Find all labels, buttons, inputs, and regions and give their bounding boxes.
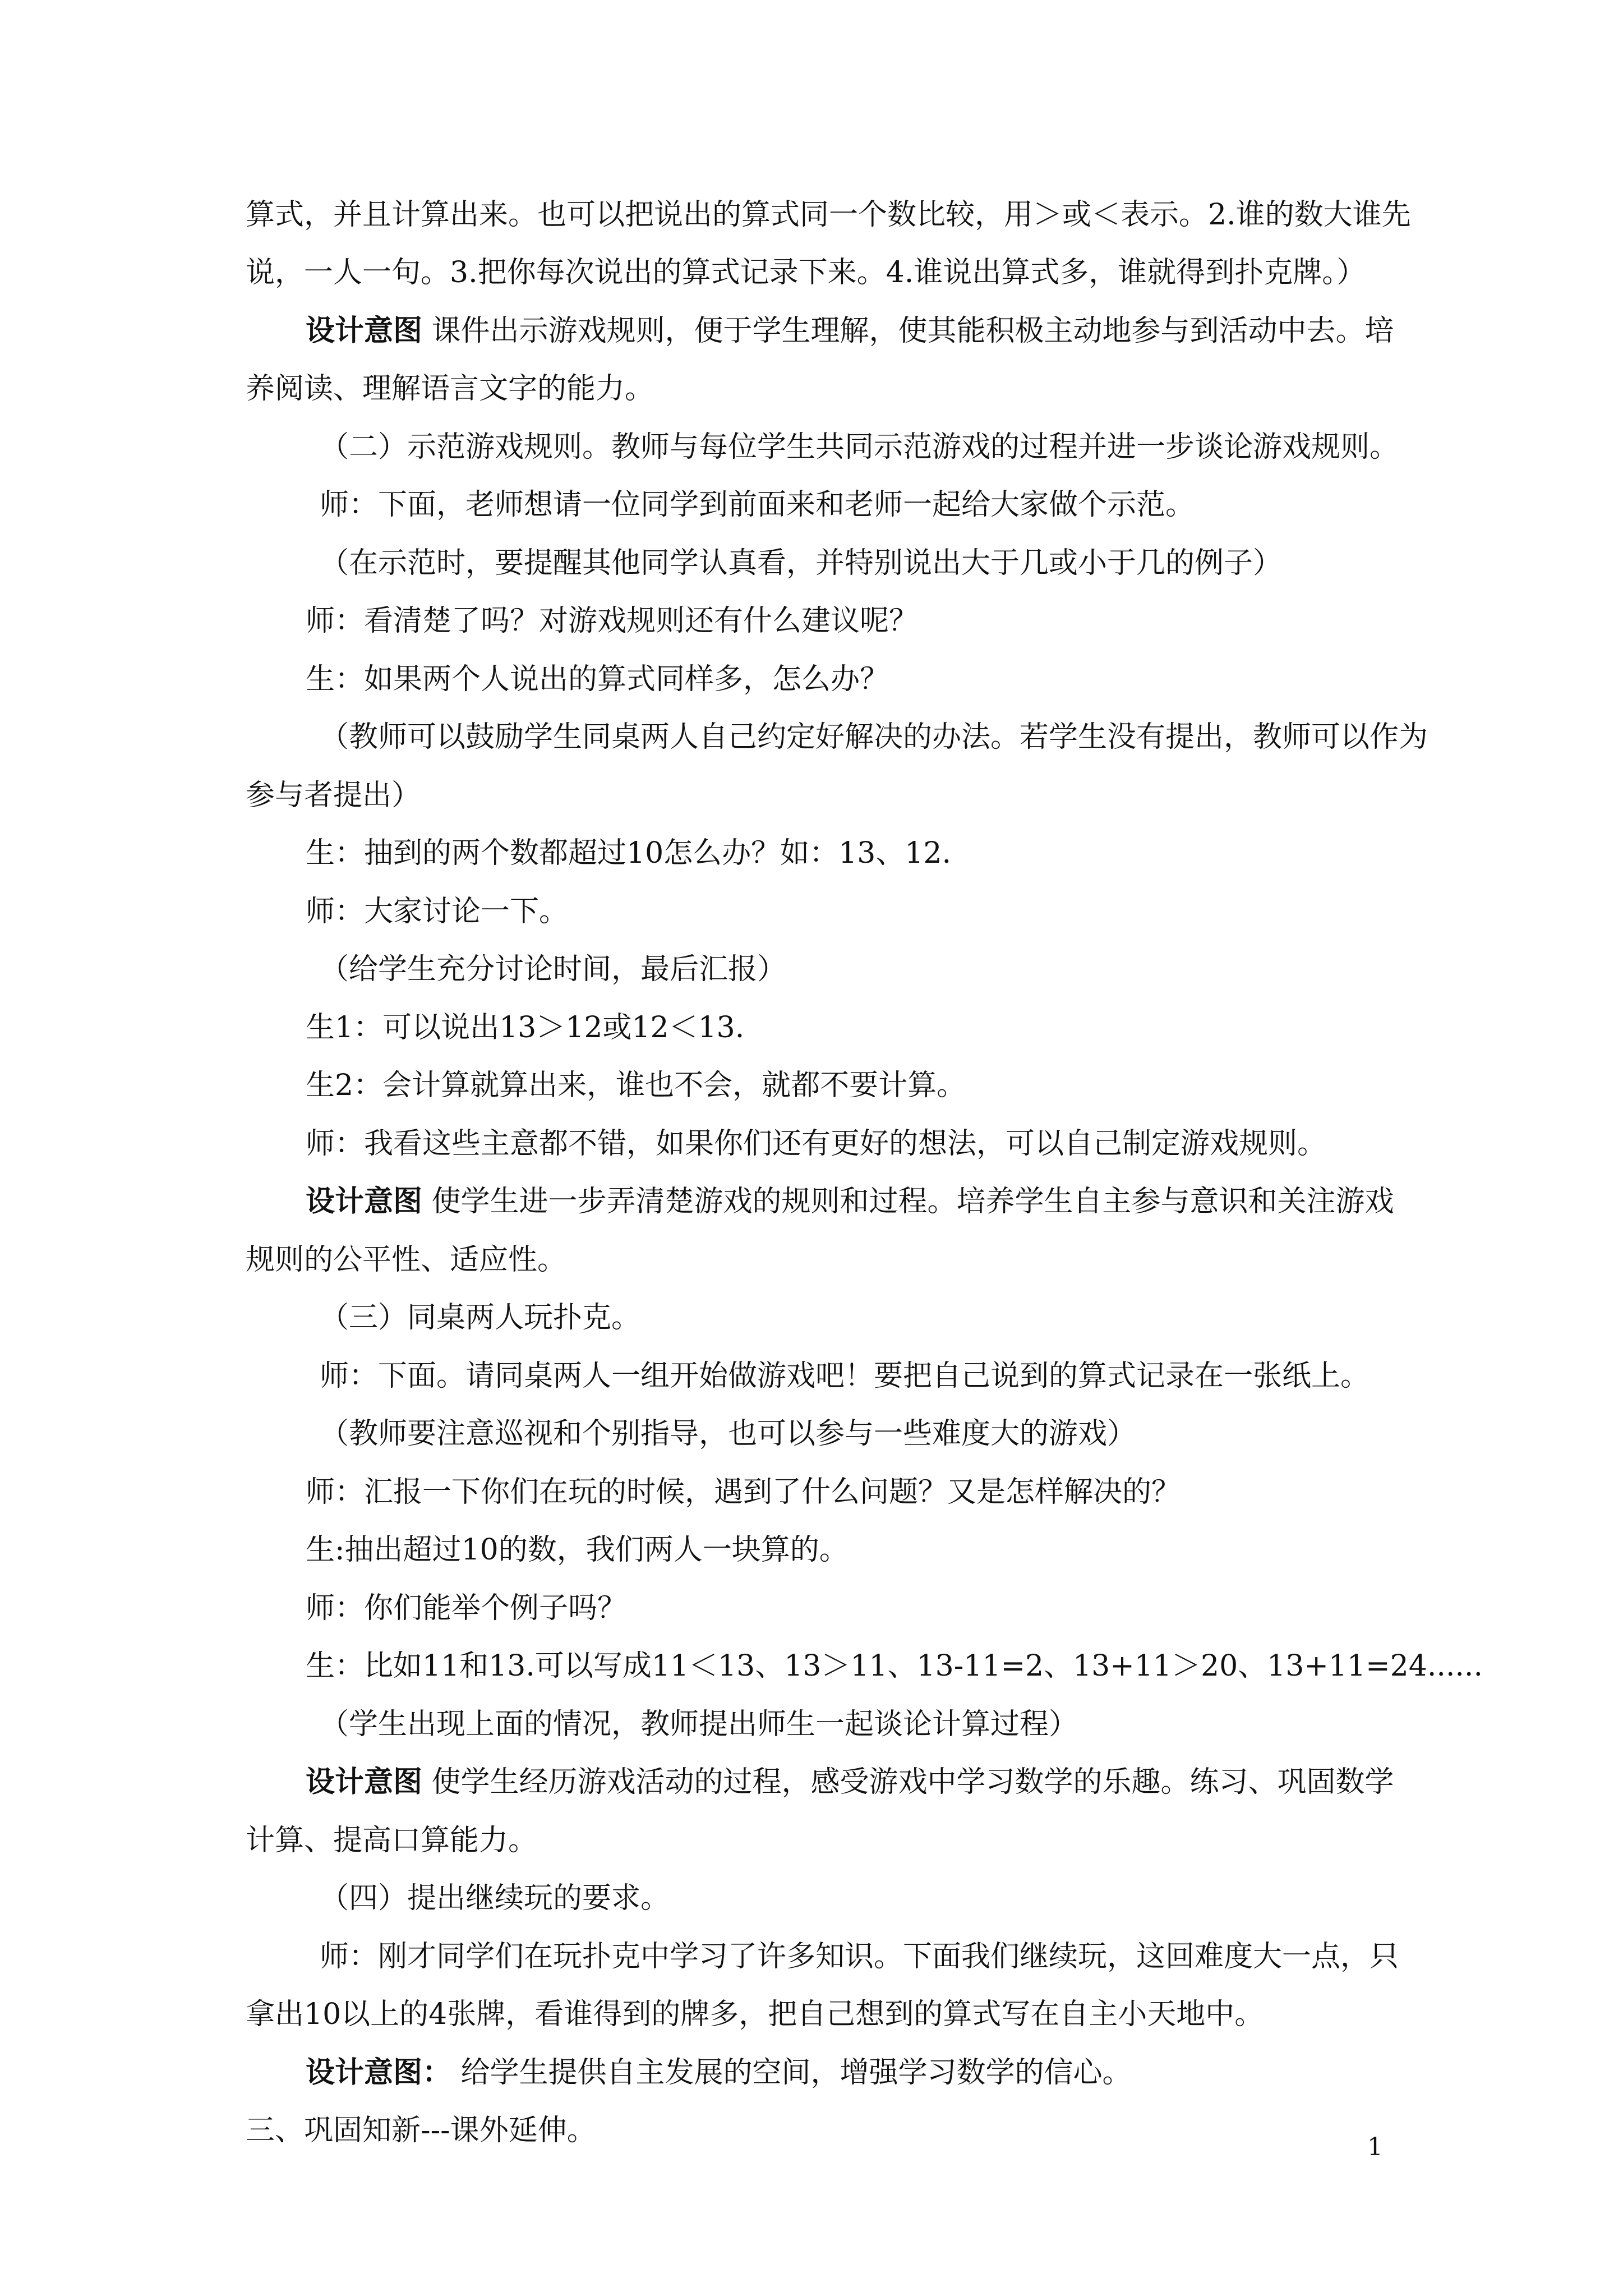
- dialogue-line: 师：刚才同学们在玩扑克中学习了许多知识。下面我们继续玩，这回难度大一点，只: [320, 1940, 1399, 1973]
- design-intent-text: 给学生提供自主发展的空间，增强学习数学的信心。: [460, 2056, 1132, 2090]
- dialogue-line: 师：下面。请同桌两人一组开始做游戏吧！要把自己说到的算式记录在一张纸上。: [320, 1359, 1370, 1393]
- section-heading: （三）同桌两人玩扑克。: [320, 1301, 641, 1335]
- dialogue-line: 生1：可以说出13＞12或12＜13.: [306, 1011, 745, 1045]
- section-heading: （四）提出继续玩的要求。: [320, 1881, 670, 1915]
- design-intent-line: [306, 311, 1394, 351]
- section-heading: （二）示范游戏规则。教师与每位学生共同示范游戏的过程并进一步谈论游戏规则。: [320, 430, 1399, 464]
- note-line: （教师可以鼓励学生同桌两人自己约定好解决的办法。若学生没有提出，教师可以作为: [320, 720, 1428, 754]
- note-line: 参与者提出）: [246, 779, 421, 812]
- design-intent-label: 设计意图: [306, 314, 423, 348]
- paragraph-line: 计算、提高口算能力。: [246, 1824, 538, 1857]
- section-heading: 三、巩固知新---课外延伸。: [246, 2114, 596, 2147]
- design-intent-line: [306, 1182, 1394, 1221]
- dialogue-line: 师：下面，老师想请一位同学到前面来和老师一起给大家做个示范。: [320, 488, 1195, 522]
- dialogue-line: 师：汇报一下你们在玩的时候，遇到了什么问题？又是怎样解决的？: [306, 1475, 1181, 1509]
- dialogue-line: 师：看清楚了吗？对游戏规则还有什么建议呢？: [306, 604, 919, 638]
- design-intent-line: [306, 1763, 1394, 1802]
- design-intent-text: 使学生经历游戏活动的过程，感受游戏中学习数学的乐趣。练习、巩固数学: [431, 1765, 1394, 1799]
- design-intent-line: [306, 2053, 1132, 2092]
- design-intent-text: 使学生进一步弄清楚游戏的规则和过程。培养学生自主参与意识和关注游戏: [431, 1185, 1394, 1218]
- paragraph-line: 养阅读、理解语言文字的能力。: [246, 372, 654, 406]
- note-line: （学生出现上面的情况，教师提出师生一起谈论计算过程）: [320, 1708, 1078, 1741]
- dialogue-line: 生:抽出超过10的数，我们两人一块算的。: [306, 1533, 849, 1567]
- dialogue-line: 师：我看这些主意都不错，如果你们还有更好的想法，可以自己制定游戏规则。: [306, 1127, 1327, 1161]
- dialogue-line: 生：如果两个人说出的算式同样多，怎么办？: [306, 662, 889, 696]
- paragraph-line: 规则的公平性、适应性。: [246, 1243, 567, 1277]
- design-intent-text: 课件出示游戏规则，便于学生理解，使其能积极主动地参与到活动中去。培: [431, 314, 1394, 348]
- paragraph-line: 算式，并且计算出来。也可以把说出的算式同一个数比较，用＞或＜表示。2.谁的数大谁先: [246, 198, 1411, 232]
- note-line: （在示范时，要提醒其他同学认真看，并特别说出大于几或小于几的例子）: [320, 546, 1283, 580]
- dialogue-line: 生：抽到的两个数都超过10怎么办？如：13、12.: [306, 836, 952, 870]
- page-number: 1: [1367, 2133, 1383, 2161]
- dialogue-line: 生2：会计算就算出来，谁也不会，就都不要计算。: [306, 1069, 966, 1102]
- dialogue-line: 师：你们能举个例子吗？: [306, 1591, 627, 1625]
- note-line: （给学生充分讨论时间，最后汇报）: [320, 953, 787, 986]
- dialogue-line: 师：大家讨论一下。: [306, 895, 569, 928]
- note-line: （教师要注意巡视和个别指导，也可以参与一些难度大的游戏）: [320, 1417, 1137, 1451]
- design-intent-label: 设计意图: [306, 1184, 423, 1218]
- dialogue-line: 生：比如11和13.可以写成11＜13、13＞11、13-11=2、13+11＞20、13+11=24......: [306, 1649, 1483, 1683]
- dialogue-line: 拿出10以上的4张牌，看谁得到的牌多，把自己想到的算式写在自主小天地中。: [246, 1998, 1264, 2031]
- paragraph-line: 说，一人一句。3.把你每次说出的算式记录下来。4.谁说出算式多，谁就得到扑克牌。）: [246, 256, 1366, 289]
- design-intent-label: 设计意图：: [306, 2055, 452, 2090]
- design-intent-label: 设计意图: [306, 1765, 423, 1799]
